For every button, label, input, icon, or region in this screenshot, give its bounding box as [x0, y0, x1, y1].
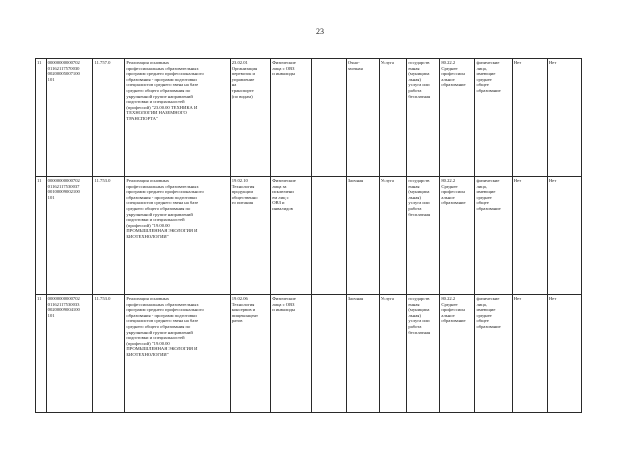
study-form-cell: Очно- заочная: [346, 59, 379, 177]
row-number-cell: 11: [36, 177, 47, 295]
services-registry-table: [35, 58, 582, 413]
education-level-cell: 80.22.2 Среднее профессион альное образование: [440, 59, 475, 177]
service-name-cell: Реализация основных профессиональных образовательных программ среднего профессионального образования - программ подготовки специалистов среднего звена на базе среднего общего образования по укрупненной группе направлений подготовки и специальностей (профессий) "23.00.00 ТЕХНИКА И ТЕХНОЛОГИИ НАЗЕМНОГО ТРАНСПОРТА": [125, 59, 230, 177]
study-form-cell: Заочная: [346, 295, 379, 413]
registry-code-cell: 00000000000702 01162117530037 00100009002100 101: [46, 177, 93, 295]
study-form-cell: Заочная: [346, 177, 379, 295]
flag-cell: Нет: [512, 59, 547, 177]
empty-cell: [311, 177, 346, 295]
consumers-cell: физические лица, имеющие среднее общее образование: [475, 295, 512, 413]
service-name-cell: Реализация основных профессиональных образовательных программ среднего профессионального образования - программ подготовки специалистов среднего звена на базе среднего общего образования по укрупненной группе направлений подготовки и специальностей (профессий) "19.00.00 ПРОМЫШЛЕННАЯ ЭКОЛОГИЯ И БИОТЕХНОЛОГИИ": [125, 177, 230, 295]
consumers-cell: физические лица, имеющие среднее общее образование: [475, 59, 512, 177]
empty-cell: [311, 295, 346, 413]
consumer-category-cell: Физические лица с ОВЗ и инвалиды: [271, 295, 311, 413]
registry-code-cell: 00000000000702 01162117570030 00200005007100 101: [46, 59, 93, 177]
service-status-cell: государств енная (муниципа льная) услуга или работа бесплатная: [407, 59, 440, 177]
amount-cell: 11.753.0: [93, 295, 125, 413]
registry-code-cell: 00000000000702 01162117530033 00200009004100 101: [46, 295, 93, 413]
table-row: [36, 177, 582, 295]
service-type-cell: Услуга: [379, 295, 407, 413]
empty-cell: [311, 59, 346, 177]
consumers-cell: физические лица, имеющие среднее общее образование: [475, 177, 512, 295]
consumer-category-cell: Физические лица за исключени ем лиц с ОВЗ и инвалидов: [271, 177, 311, 295]
specialty-cell: 19.02.10 Технология продукции общественно го питания: [230, 177, 270, 295]
flag-cell: Нет: [512, 295, 547, 413]
education-level-cell: 80.22.2 Среднее профессион альное образование: [440, 177, 475, 295]
flag-cell: Нет: [547, 295, 581, 413]
education-level-cell: 80.22.2 Среднее профессион альное образование: [440, 295, 475, 413]
flag-cell: Нет: [512, 177, 547, 295]
service-type-cell: Услуга: [379, 177, 407, 295]
service-status-cell: государств енная (муниципа льная) услуга или работа бесплатная: [407, 295, 440, 413]
row-number-cell: 11: [36, 295, 47, 413]
service-status-cell: государств енная (муниципа льная) услуга или работа бесплатная: [407, 177, 440, 295]
table-row: [36, 295, 582, 413]
table-row: [36, 59, 582, 177]
specialty-cell: 19.02.06 Технология консервов и пищеконцент ратов: [230, 295, 270, 413]
page-number: 23: [316, 27, 324, 36]
row-number-cell: 11: [36, 59, 47, 177]
service-name-cell: Реализация основных профессиональных образовательных программ среднего профессионального образования - программ подготовки специалистов среднего звена на базе среднего общего образования по укрупненной группе направлений подготовки и специальностей (профессий) "19.00.00 ПРОМЫШЛЕННАЯ ЭКОЛОГИЯ И БИОТЕХНОЛОГИИ": [125, 295, 230, 413]
flag-cell: Нет: [547, 177, 581, 295]
service-type-cell: Услуга: [379, 59, 407, 177]
amount-cell: 11.757.0: [93, 59, 125, 177]
flag-cell: Нет: [547, 59, 581, 177]
amount-cell: 11.753.0: [93, 177, 125, 295]
specialty-cell: 23.02.01 Организация перевозок и управление на транспорте (по видам): [230, 59, 270, 177]
consumer-category-cell: Физические лица с ОВЗ и инвалиды: [271, 59, 311, 177]
